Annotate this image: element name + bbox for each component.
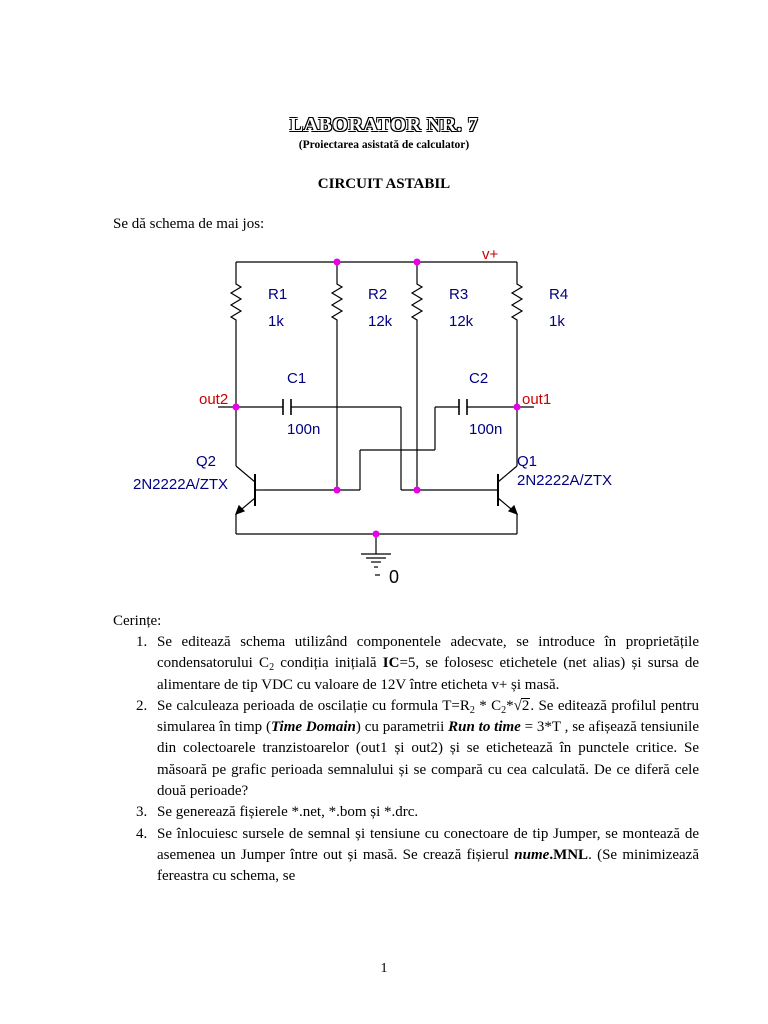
subscript: 2 (269, 662, 275, 674)
lab-title: LABORATOR NR. 7 (289, 114, 479, 136)
item-number: 2. (136, 697, 148, 714)
bold-italic-term: Run to time (448, 719, 521, 736)
resistor-r1-symbol (231, 280, 241, 324)
item-text: * C (474, 697, 502, 714)
intro-text: Se dă schema de mai jos: (113, 216, 265, 232)
item-text: =5, se folosesc etichetele (net alias) și sursa de alimentare de tip VDC cu valoare de 12V între eticheta v+ și masă. (157, 655, 699, 693)
lab-subtitle: (Proiectarea asistată de calculator) (298, 139, 470, 151)
label-ground: 0 (389, 567, 400, 587)
item-text: . (Se minimizează fereastra cu schema, se (157, 846, 700, 885)
label-c1: C1 (287, 370, 307, 387)
list-item (136, 802, 699, 823)
transistor-q2-symbol (236, 466, 263, 514)
item-text: . Se editează profilul pentru simularea în timp ( (157, 697, 700, 736)
resistor-r3-symbol (412, 280, 422, 324)
label-c2: C2 (469, 370, 489, 387)
resistor-r4-symbol (512, 280, 522, 324)
page-number: 1 (380, 961, 388, 976)
list-item (136, 632, 699, 696)
item-text: = 3*T , se afișează tensiunile din colectoarele tranzistoarelor (out1 și out2) și se etichetează în punctele critice. Se măsoară pe grafic perioada semnalului și se compară cu cea calculată. De ce diferă cele două perioade? (157, 719, 699, 800)
list-item (136, 696, 700, 802)
resistor-r2-symbol (332, 280, 342, 324)
sqrt-symbol: √ (513, 697, 522, 714)
label-q2: Q2 (196, 453, 217, 470)
label-r3: R3 (449, 286, 469, 303)
circuit-schematic (113, 238, 658, 594)
label-out1: out1 (522, 391, 552, 408)
item-text: condiția inițială (274, 655, 383, 672)
main-title: CIRCUIT ASTABIL (317, 176, 451, 192)
label-r2: R2 (368, 286, 388, 303)
transistor-q1-symbol (498, 466, 517, 514)
label-r4-value: 1k (549, 313, 565, 330)
bold-term: .MNL (549, 846, 589, 863)
item-number: 1. (136, 634, 148, 650)
bold-italic-term: Time Domain (270, 719, 356, 736)
wires (218, 262, 534, 554)
item-text: * (506, 697, 514, 714)
label-q1: Q1 (517, 453, 538, 470)
bold-italic-term: nume (514, 846, 550, 863)
label-r1: R1 (268, 286, 288, 303)
requirements-heading: Cerințe: (113, 613, 162, 629)
ground-symbol (361, 554, 391, 575)
label-r3-value: 12k (449, 313, 474, 330)
requirements-list (113, 632, 699, 888)
subscript: 2 (469, 704, 475, 716)
item-text: Se generează fișierele *.net, *.bom și *.drc. (157, 804, 419, 821)
label-c2-value: 100n (469, 421, 503, 438)
sqrt-value: 2 (521, 697, 530, 714)
label-c1-value: 100n (287, 421, 321, 438)
item-number: 4. (136, 825, 148, 842)
label-vplus: v+ (482, 246, 499, 263)
item-text: Se calculeaza perioada de oscilație cu formula T=R (157, 697, 470, 714)
label-out2: out2 (199, 391, 229, 408)
item-text: ) cu parametrii (355, 719, 449, 736)
item-number: 3. (136, 804, 148, 821)
item-text: Se editează schema utilizând componentele adecvate, se introduce în proprietățile condensatorului C (157, 634, 699, 672)
item-text: Se înlocuiesc sursele de semnal și tensiune cu conectoare de tip Jumper, se montează de asemenea un Jumper între out și masă. Se crează fișierul (157, 825, 699, 863)
label-r4: R4 (549, 286, 569, 303)
list-item (136, 824, 700, 888)
label-r2-value: 12k (368, 313, 393, 330)
label-q1-model: 2N2222A/ZTX (517, 472, 613, 489)
label-q2-model: 2N2222A/ZTX (133, 476, 229, 493)
subscript: 2 (501, 704, 507, 716)
label-r1-value: 1k (268, 313, 284, 330)
bold-term: IC (382, 655, 400, 672)
